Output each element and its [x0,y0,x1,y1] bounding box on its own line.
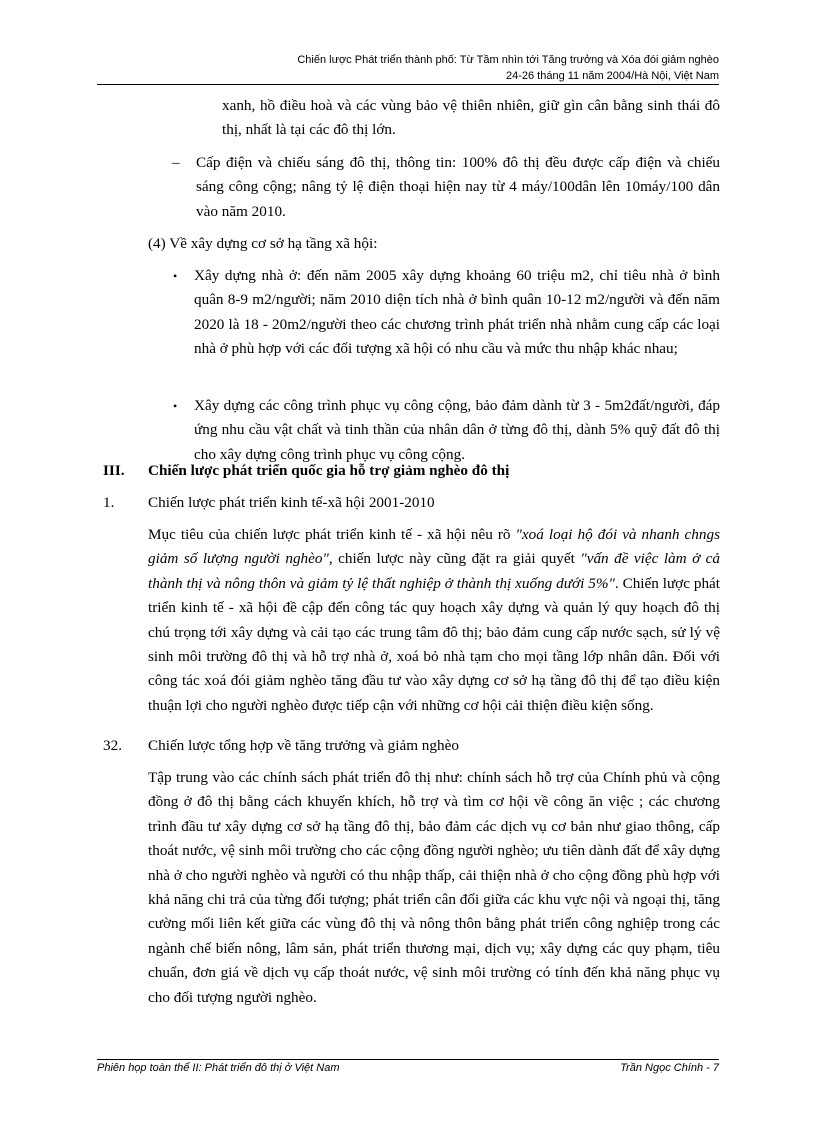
bullet-list-item [173,394,720,467]
socio-economic-paragraph [148,523,720,718]
growth-poverty-paragraph: Tập trung vào các chính sách phát triển đô thị như: chính sách hỗ trợ của Chính phủ và cộng đồng ở đô thị bằng cách khuyến khích, hỗ trợ và tìm cơ hội về công ăn việc ; các chương trình đầu tư xây dựng cơ sở hạ tầng đô thị, bảo đảm các dịch vụ cơ bản như giao thông, cấp thoát nước, vệ sinh môi trường cho các cộng đồng người nghèo; ưu tiên dành đất để xây dựng nhà ở cho người nghèo và người có thu nhập thấp, cải thiện nhà ở cho cộng đồng phù hợp với khả năng chi trả của từng đối tượng; phát triển cân đối giữa các khu vực nội và ngoại thị, tăng cường mối liên kết giữa các vùng đô thị và nông thôn bằng phát triển công nghiệp trong các ngành chế biến nông, lâm sản, phát triển thương mại, dịch vụ; xây dựng các quy phạm, tiêu chuẩn, đơn giá về dịch vụ cấp thoát nước, vệ sinh môi trường có tính đến khả năng phục vụ cho đối tượng người nghèo. [148,769,720,1006]
header-title: Chiến lược Phát triển thành phố: Từ Tầm nhìn tới Tăng trưởng và Xóa đói giảm nghèo [297,54,719,66]
paragraph-text: , chiến lược này cũng đặt ra giải quyết [328,550,581,568]
subsection-number: 1. [103,494,115,511]
public-works-text: Xây dựng các công trình phục vụ công cộng, bảo đảm dành từ 3 - 5m2đất/người, đáp ứng nhu cầu vật chất và tinh thần của nhân dân ở từng đô thị, dành 5% quỹ đất đô thị cho xây dựng công trình phục vụ công cộng. [194,397,720,463]
green-space-continuation: xanh, hồ điều hoà và các vùng bảo vệ thiên nhiên, giữ gìn cân bằng sinh thái đô thị, nhất là tại các đô thị lớn. [222,97,720,139]
subsection-title: Chiến lược phát triển kinh tế-xã hội 2001-2010 [148,494,435,511]
dash-list-item [172,151,720,224]
subsection-number: 32. [103,737,122,754]
social-infra-heading: (4) Về xây dựng cơ sở hạ tầng xã hội: [148,235,378,252]
electricity-text: Cấp điện và chiếu sáng đô thị, thông tin: 100% đô thị đều được cấp điện và chiếu sáng công cộng; nâng tỷ lệ điện thoại hiện nay từ 4 máy/100dân lên 10máy/100 dân vào năm 2010. [196,154,720,220]
paragraph-text: Mục tiêu của chiến lược phát triển kinh tế - xã hội nêu rõ [148,526,516,543]
dash-marker: – [172,154,180,171]
bullet-marker: • [173,269,178,283]
running-header [297,52,719,84]
bullet-marker: • [173,399,178,413]
footer-session: Phiên họp toàn thể II: Phát triển đô thị ở Việt Nam [97,1062,340,1074]
subsection-title: Chiến lược tổng hợp về tăng trưởng và giảm nghèo [148,737,459,754]
section-number: III. [103,462,125,479]
bullet-list-item [173,264,720,362]
header-rule [97,84,719,85]
footer-author-page: Trần Ngọc Chính - 7 [620,1062,719,1074]
quote-poverty-goal: "xoá loại hộ đói và nhanh chngs giảm số lượng người nghèo" [148,526,720,568]
housing-text: Xây dựng nhà ở: đến năm 2005 xây dựng khoảng 60 triệu m2, chỉ tiêu nhà ở bình quân 8-9 m2/người; năm 2010 diện tích nhà ở bình quân 10-12 m2/người và đến năm 2020 là 18 - 20m2/người theo các chương trình phát triển nhà nhằm cung cấp các loại nhà ở phù hợp với các đối tượng xã hội có nhu cầu và mức thu nhập khác nhau; [194,267,720,358]
quote-employment-goal: "vấn đề việc làm ở cả thành thị và nông thôn và giảm tỷ lệ thất nghiệp ở thành thị xuống dưới 5%" [148,550,721,592]
paragraph-text: . Chiến lược phát triển kinh tế - xã hội đề cập đến công tác quy hoạch xây dựng và quản lý quy hoạch đô thị chú trọng tới xây dựng và cải tạo các trung tâm đô thị; bảo đảm cung cấp nước sạch, sử lý vệ sinh môi trường đô thị và hỗ trợ nhà ở, xoá bỏ nhà tạm cho mọi tầng lớp nhân dân. Đối với công tác xoá đói giảm nghèo tăng đầu tư vào xây dựng cơ sở hạ tầng đô thị để tạo điều kiện thuận lợi cho người nghèo được tiếp cận với những cơ hội cải thiện điều kiện sống. [148,574,720,714]
header-date-location: 24-26 tháng 11 năm 2004/Hà Nội, Việt Nam [505,70,719,82]
footer-rule [97,1059,719,1060]
section-title: Chiến lược phát triển quốc gia hỗ trợ giảm nghèo đô thị [148,462,510,479]
